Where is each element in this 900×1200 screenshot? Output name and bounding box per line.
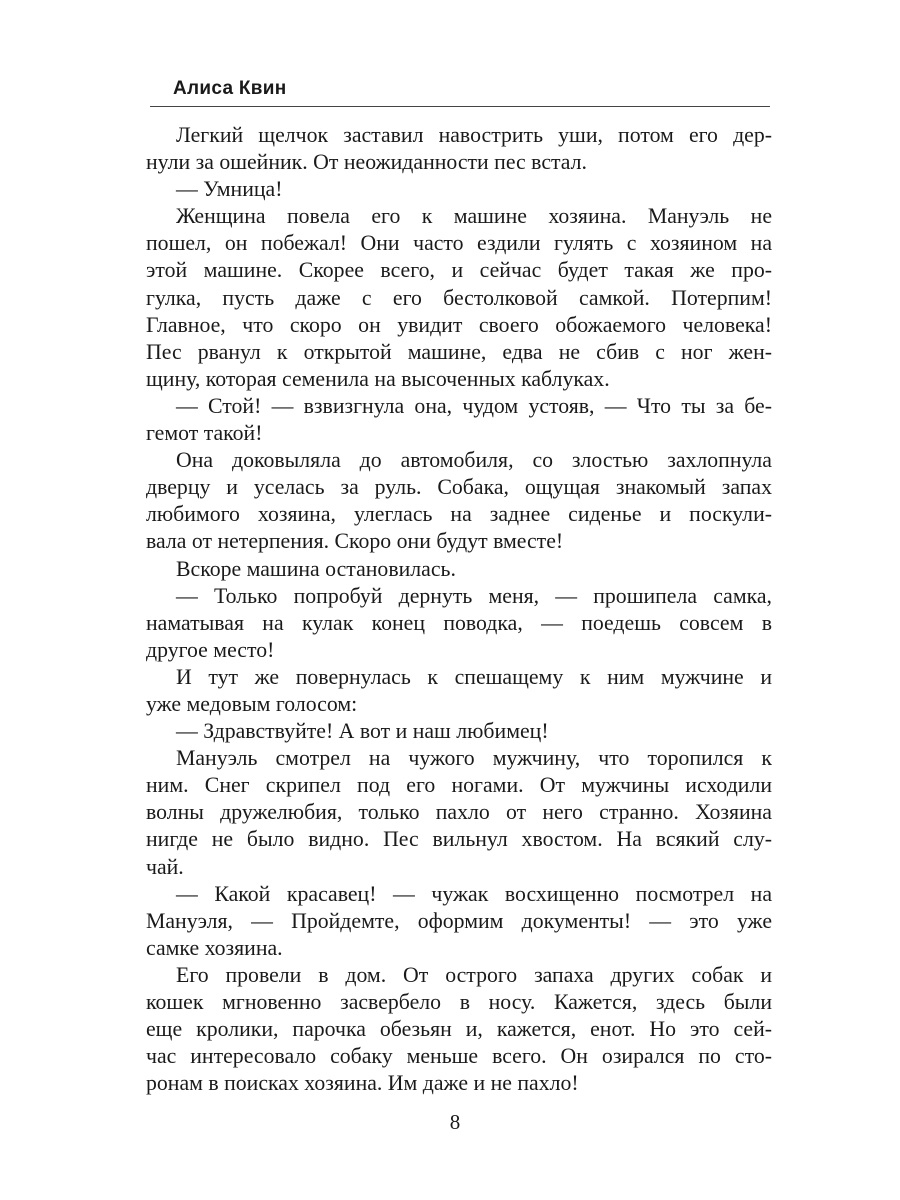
text-line: щину, которая семенила на высоченных каблуках. — [146, 366, 610, 391]
page-number: 8 — [449, 1110, 461, 1134]
text-line: час интересовало собаку меньше всего. Он озирался по сто- — [146, 1044, 772, 1069]
text-line: И тут же повернулась к спешащему к ним мужчине и — [176, 664, 772, 689]
text-line: дверцу и уселась за руль. Собака, ощущая знакомый запах — [146, 475, 772, 500]
text-line: — Здравствуйте! А вот и наш любимец! — [176, 719, 549, 744]
text-line: любимого хозяина, улеглась на заднее сиденье и поскули- — [146, 502, 772, 527]
text-line: ним. Снег скрипел под его ногами. От мужчины исходили — [146, 773, 772, 798]
text-line: Пес рванул к открытой машине, едва не сбив с ног жен- — [146, 339, 772, 364]
text-line: Она доковыляла до автомобиля, со злостью захлопнула — [176, 448, 772, 473]
text-line: волны дружелюбия, только пахло от него странно. Хозяина — [146, 800, 772, 825]
text-line: нули за ошейник. От неожиданности пес встал. — [146, 150, 587, 175]
text-line: вала от нетерпения. Скоро они будут вместе! — [146, 529, 564, 554]
text-line: Главное, что скоро он увидит своего обожаемого человека! — [146, 312, 772, 337]
text-line: Мануэля, — Пройдемте, оформим документы! — это уже — [146, 908, 772, 933]
text-line: еще кролики, парочка обезьян и, кажется, енот. Но это сей- — [146, 1017, 772, 1042]
text-line: самке хозяина. — [146, 935, 283, 960]
text-line: уже медовым голосом: — [146, 691, 358, 716]
text-line: Его провели в дом. От острого запаха других собак и — [176, 962, 772, 987]
text-line: Мануэль смотрел на чужого мужчину, что торопился к — [176, 746, 772, 771]
text-line: нигде не было видно. Пес вильнул хвостом. На всякий слу- — [146, 827, 772, 852]
header-rule — [150, 106, 770, 107]
text-line: наматывая на кулак конец поводка, — поедешь совсем в — [146, 610, 772, 635]
text-line: — Какой красавец! — чужак восхищенно посмотрел на — [176, 881, 772, 906]
text-line: — Стой! — взвизгнула она, чудом устояв, — Что ты за бе- — [176, 393, 772, 418]
text-line: — Только попробуй дернуть меня, — прошипела самка, — [176, 583, 772, 608]
text-line: чай. — [146, 854, 184, 879]
text-line: Легкий щелчок заставил навострить уши, потом его дер- — [176, 123, 772, 147]
text-line: другое место! — [146, 637, 275, 662]
text-line: — Умница! — [176, 177, 283, 202]
running-head-author: Алиса Квин — [173, 78, 287, 99]
text-line: Вскоре машина остановилась. — [176, 556, 456, 581]
body-text — [146, 122, 772, 1097]
text-line: ронам в поисках хозяина. Им даже и не пахло! — [146, 1071, 579, 1096]
text-line: гулка, пусть даже с его бестолковой самкой. Потерпим! — [146, 285, 772, 310]
text-line: кошек мгновенно засвербело в носу. Кажется, здесь были — [146, 990, 772, 1014]
text-line: Женщина повела его к машине хозяина. Мануэль не — [176, 204, 772, 229]
text-line: гемот такой! — [146, 421, 263, 446]
text-line: этой машине. Скорее всего, и сейчас будет такая же про- — [146, 258, 772, 283]
text-line: пошел, он побежал! Они часто ездили гулять с хозяином на — [146, 231, 772, 256]
